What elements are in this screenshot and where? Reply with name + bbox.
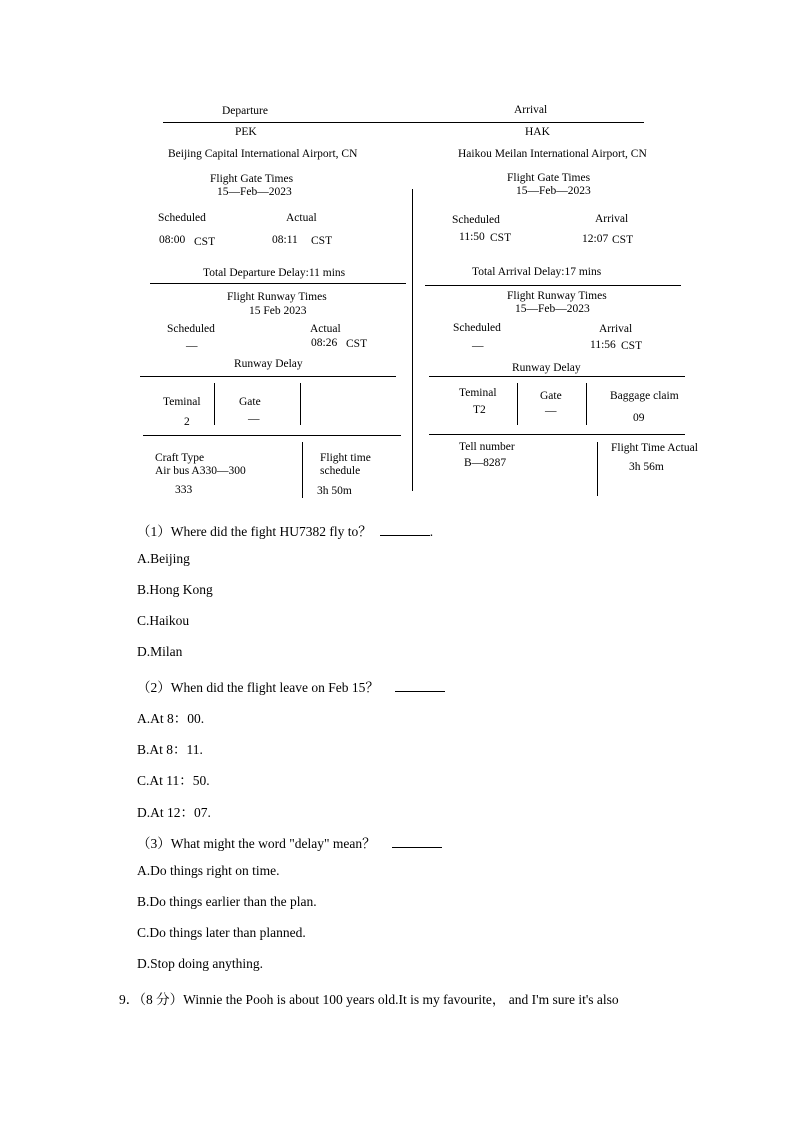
arr-runway-date: 15—Feb—2023 <box>515 303 590 315</box>
craft-divider <box>302 442 303 498</box>
dep-terminal-divider <box>214 383 215 425</box>
header-rule <box>163 122 644 123</box>
dep-rw-actual-time: 08:26 <box>311 337 338 349</box>
baggage-claim-label: Baggage claim <box>610 390 679 402</box>
dep-actual-time: 08:11 <box>272 234 298 246</box>
dep-gate-value: — <box>248 413 260 425</box>
dep-runway-title: Flight Runway Times <box>227 291 327 303</box>
arr-arrival-time: 12:07 <box>582 233 609 245</box>
dep-scheduled-tz: CST <box>194 236 216 248</box>
craft-type-model: Air bus A330—300 <box>155 465 246 477</box>
dep-rw-actual-label: Actual <box>310 323 341 335</box>
answer-blank <box>395 690 445 692</box>
dep-scheduled-label: Scheduled <box>158 212 206 224</box>
arr-runway-title: Flight Runway Times <box>507 290 607 302</box>
dep-gate-times-title: Flight Gate Times <box>210 173 294 185</box>
dep-total-delay: Total Departure Delay:11 mins <box>203 267 346 279</box>
dep-rw-actual-tz: CST <box>346 338 368 350</box>
arr-terminal-label: Teminal <box>459 387 497 399</box>
baggage-claim-value: 09 <box>633 412 645 424</box>
arr-scheduled-tz: CST <box>490 232 512 244</box>
tell-number-label: Tell number <box>459 441 515 453</box>
departure-code: PEK <box>235 126 257 138</box>
arr-rw-scheduled-label: Scheduled <box>453 322 501 334</box>
arr-gate-times-date: 15—Feb—2023 <box>516 185 591 197</box>
arrival-airport: Haikou Meilan International Airport, CN <box>458 148 647 160</box>
arr-gate-times-title: Flight Gate Times <box>507 172 591 184</box>
arr-gate-label: Gate <box>540 390 562 402</box>
dep-gate-divider <box>300 383 301 425</box>
flight-time-schedule-label-1: Flight time <box>320 452 371 464</box>
arr-gate-value: — <box>545 405 557 417</box>
tell-divider <box>597 442 598 496</box>
arrival-header: Arrival <box>514 104 548 116</box>
dep-actual-tz: CST <box>311 235 333 247</box>
dep-gate-label: Gate <box>239 396 261 408</box>
question-prompt: （3）What might the word "delay" mean？ <box>137 832 442 852</box>
craft-type-number: 333 <box>175 484 193 496</box>
dep-runway-date: 15 Feb 2023 <box>249 305 307 317</box>
arr-gate-divider <box>586 383 587 425</box>
option-c: C.Do things later than planned. <box>137 925 306 940</box>
dep-actual-label: Actual <box>286 212 317 224</box>
question-prompt: （1）Where did the fight HU7382 fly to？ . <box>137 524 434 539</box>
craft-type-label: Craft Type <box>155 452 205 464</box>
option-c: C.Haikou <box>137 613 190 628</box>
arr-scheduled-time: 11:50 <box>459 231 485 243</box>
arr-terminal-divider <box>517 383 518 425</box>
departure-header: Departure <box>222 105 268 117</box>
dep-delay-rule <box>150 283 406 284</box>
tell-number-value: B—8287 <box>464 457 507 469</box>
arr-runway-rule <box>429 376 685 377</box>
arr-rw-arrival-tz: CST <box>621 340 643 352</box>
dep-gate-times-date: 15—Feb—2023 <box>217 186 292 198</box>
option-d: D.Stop doing anything. <box>137 956 264 971</box>
center-divider <box>412 189 413 491</box>
dep-runway-rule <box>140 376 396 377</box>
dep-scheduled-time: 08:00 <box>159 234 186 246</box>
option-a: A.At 8：00. <box>137 711 205 726</box>
dep-terminal-rule <box>143 435 401 436</box>
departure-airport: Beijing Capital International Airport, CN <box>168 148 358 160</box>
option-c: C.At 11：50. <box>137 773 210 788</box>
option-a: A.Beijing <box>137 551 190 566</box>
flight-time-schedule-label-2: schedule <box>320 465 361 477</box>
next-question-text: 9．（8 分）Winnie the Pooh is about 100 years old.It is my favourite， and I'm sure it's also <box>119 992 619 1007</box>
option-b: B.At 8：11. <box>137 742 203 757</box>
arr-delay-rule <box>425 285 681 286</box>
answer-blank <box>380 534 430 536</box>
dep-runway-delay: Runway Delay <box>234 358 303 370</box>
arr-arrival-tz: CST <box>612 234 634 246</box>
question-prompt: （2）When did the flight leave on Feb 15？ <box>137 676 445 696</box>
dep-terminal-label: Teminal <box>163 396 201 408</box>
flight-time-actual-label: Flight Time Actual <box>611 442 698 454</box>
arr-rw-scheduled-value: — <box>472 340 484 352</box>
dep-rw-scheduled-value: — <box>186 340 198 352</box>
flight-time-actual-value: 3h 56m <box>629 461 664 473</box>
option-b: B.Hong Kong <box>137 582 213 597</box>
arr-arrival-label: Arrival <box>595 213 629 225</box>
option-b: B.Do things earlier than the plan. <box>137 894 317 909</box>
option-d: D.At 12：07. <box>137 805 211 820</box>
arr-terminal-rule <box>429 434 685 435</box>
answer-blank <box>392 846 442 848</box>
arr-terminal-value: T2 <box>473 404 486 416</box>
arr-total-delay: Total Arrival Delay:17 mins <box>472 266 602 278</box>
arr-runway-delay: Runway Delay <box>512 362 581 374</box>
arr-scheduled-label: Scheduled <box>452 214 500 226</box>
arrival-code: HAK <box>525 126 550 138</box>
arr-rw-arrival-label: Arrival <box>599 323 633 335</box>
dep-rw-scheduled-label: Scheduled <box>167 323 215 335</box>
flight-time-schedule-value: 3h 50m <box>317 485 352 497</box>
option-a: A.Do things right on time. <box>137 863 280 878</box>
dep-terminal-value: 2 <box>184 416 190 428</box>
arr-rw-arrival-time: 11:56 <box>590 339 616 351</box>
option-d: D.Milan <box>137 644 183 659</box>
